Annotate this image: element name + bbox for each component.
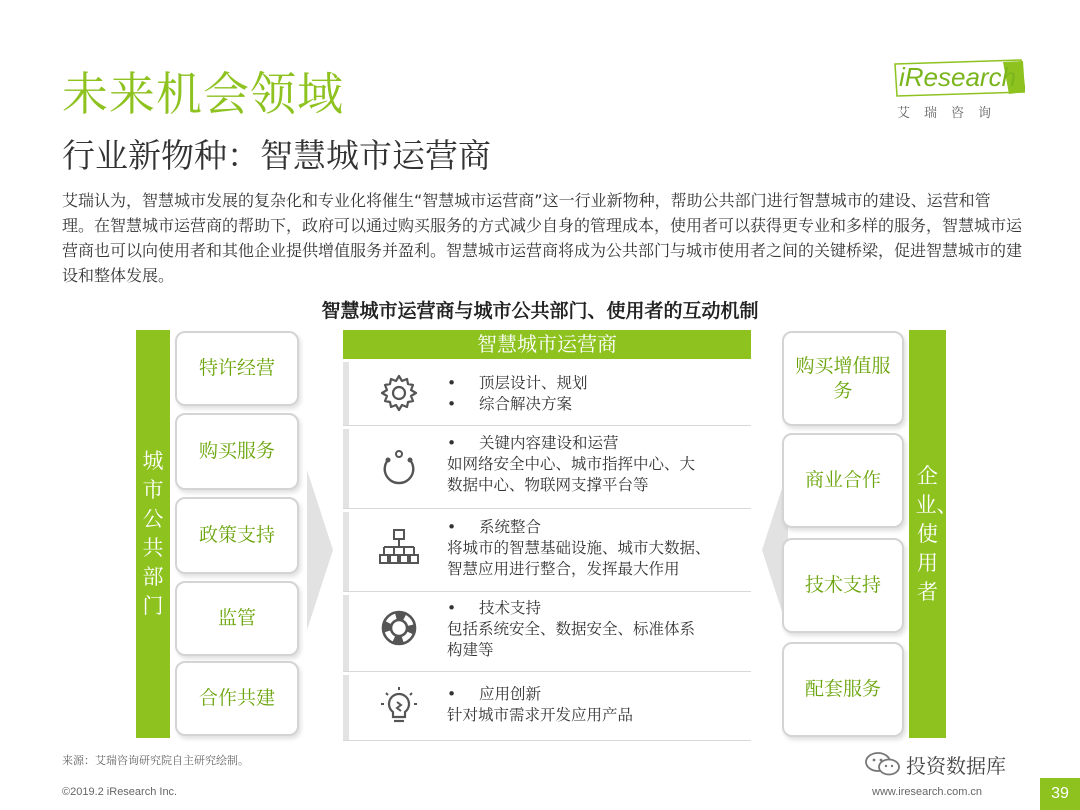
bullet: • — [447, 395, 457, 413]
row-line: 包括系统安全、数据安全、标准体系 — [447, 620, 696, 638]
row-text — [447, 684, 633, 726]
page-title: 未来机会领域 — [62, 67, 344, 121]
bullet: • — [447, 685, 457, 703]
page-number: 39 — [1040, 778, 1080, 810]
row-line: 如网络安全中心、城市指挥中心、大 — [447, 455, 696, 473]
row-divider — [343, 740, 751, 741]
center-row-operation — [343, 429, 751, 509]
row-line: 系统整合 — [479, 518, 542, 536]
source-note: 来源：艾瑞咨询研究院自主研究绘制。 — [62, 754, 249, 767]
row-bar — [343, 429, 349, 509]
lifebuoy-icon — [378, 607, 420, 649]
diagram-title: 智慧城市运营商与城市公共部门、使用者的互动机制 — [321, 300, 759, 322]
logo-subtext: 艾瑞咨询 — [897, 106, 1006, 121]
hierarchy-icon — [378, 528, 420, 570]
row-line: 针对城市需求开发应用产品 — [447, 706, 634, 724]
row-text — [447, 598, 695, 661]
left-box-franchise: 特许经营 — [175, 331, 299, 406]
copyright: ©2019.2 iResearch Inc. — [62, 786, 178, 798]
row-text — [447, 373, 588, 415]
left-box-purchase-service: 购买服务 — [175, 413, 299, 490]
bullet: • — [447, 434, 457, 452]
center-title: 智慧城市运营商 — [343, 330, 751, 359]
right-box-tech-support: 技术支持 — [782, 538, 904, 633]
row-divider — [343, 425, 751, 426]
bullet: • — [447, 599, 457, 617]
right-group-label-text: 企业、使用者 — [915, 463, 958, 604]
gear-icon — [378, 372, 420, 414]
row-line: 顶层设计、规划 — [479, 374, 588, 392]
row-divider — [343, 508, 751, 509]
row-divider — [343, 591, 751, 592]
row-line: 应用创新 — [479, 685, 542, 703]
left-group-label — [136, 330, 170, 738]
website: www.iresearch.com.cn — [872, 786, 983, 798]
row-line: 智慧应用进行整合，发挥最大作用 — [447, 560, 680, 578]
watermark-text: 投资数据库 — [906, 754, 1006, 778]
bullet: • — [447, 518, 457, 536]
right-box-business-cooperation: 商业合作 — [782, 433, 904, 528]
row-line: 综合解决方案 — [479, 395, 573, 413]
left-group-label-text: 城市公共部门 — [142, 449, 164, 618]
row-line: 将城市的智慧基础设施、城市大数据、 — [447, 539, 711, 557]
row-divider — [343, 671, 751, 672]
row-line: 构建等 — [447, 641, 494, 659]
right-arrow-icon — [303, 470, 339, 630]
right-box-value-added: 购买增值服务 — [782, 331, 904, 426]
row-bar — [343, 512, 349, 592]
iresearch-logo — [893, 58, 1033, 122]
row-text — [447, 433, 695, 496]
right-group-label — [909, 330, 958, 738]
row-bar — [343, 362, 349, 426]
lightbulb-icon — [378, 685, 420, 727]
row-line: 技术支持 — [479, 599, 542, 617]
left-box-policy-support: 政策支持 — [175, 497, 299, 574]
row-line: 关键内容建设和运营 — [479, 434, 619, 452]
intro-paragraph: 艾瑞认为，智慧城市发展的复杂化和专业化将催生“智慧城市运营商”这一行业新物种，帮助公共部门进行智慧城市的建设、运营和管理。在智慧城市运营商的帮助下，政府可以通过购买服务的方式减少自身的管理成本，使用者可以获得更专业和多样的服务，智慧城市运营商也可以向使用者和其他企业提供增值服务并盈利。智慧城市运营商将成为公共部门与城市使用者之间的关键桥梁，促进智慧城市的建设和整体发展。 — [62, 191, 1023, 285]
right-box-supporting-services: 配套服务 — [782, 642, 904, 737]
row-line: 数据中心、物联网支撑平台等 — [447, 476, 649, 494]
bullet: • — [447, 374, 457, 392]
page-subtitle: 行业新物种：智慧城市运营商 — [62, 136, 491, 175]
logo-text: iResearch — [899, 62, 1017, 92]
center-row-innovation — [343, 675, 751, 741]
row-text — [447, 517, 711, 580]
cycle-icon — [378, 448, 420, 490]
row-bar — [343, 595, 349, 672]
center-row-integration — [343, 512, 751, 592]
left-box-co-construction: 合作共建 — [175, 661, 299, 736]
watermark — [864, 748, 1044, 780]
center-row-planning — [343, 362, 751, 426]
wechat-icon — [864, 750, 902, 778]
row-bar — [343, 675, 349, 741]
center-row-tech-support — [343, 595, 751, 672]
left-box-regulation: 监管 — [175, 581, 299, 656]
